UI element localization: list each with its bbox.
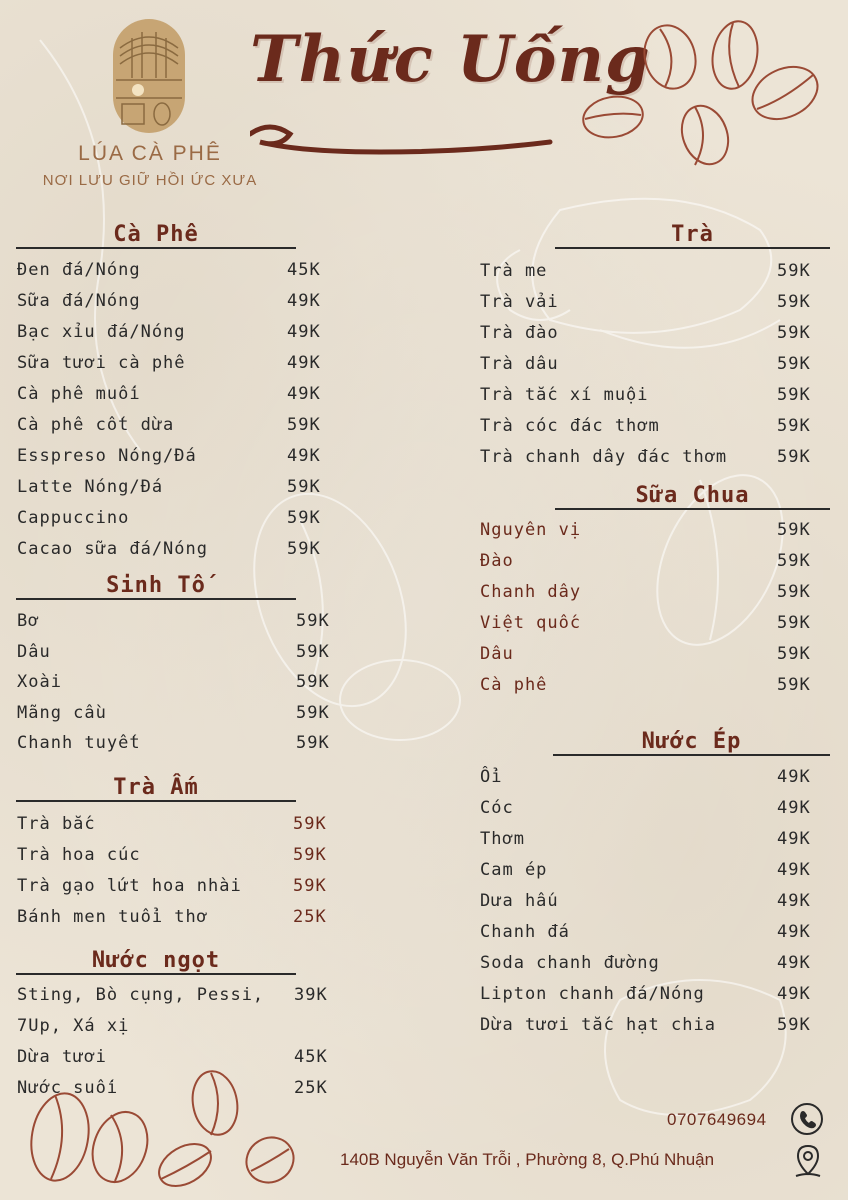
section-divider (555, 508, 830, 510)
menu-item-price: 59K (296, 672, 330, 692)
address: 140B Nguyễn Văn Trỗi , Phường 8, Q.Phú Nhuận (340, 1150, 715, 1169)
section-title-tra: Trà (671, 222, 714, 247)
menu-item-price: 49K (777, 767, 811, 787)
page-title: Thức Uống (250, 22, 651, 97)
menu-item-name: Ổi (480, 767, 503, 787)
menu-item-price: 59K (777, 520, 811, 540)
section-divider (555, 247, 830, 249)
menu-item-price: 59K (296, 611, 330, 631)
menu-item-price: 49K (287, 291, 321, 311)
menu-item-name: Bánh men tuổi thơ (17, 907, 208, 927)
section-divider (16, 800, 296, 802)
menu-item-price: 59K (777, 323, 811, 343)
menu-item-name: Cà phê cốt dừa (17, 415, 175, 435)
brand-tagline: NƠI LƯU GIỮ HỒI ỨC XƯA (42, 172, 258, 189)
menu-item-price: 49K (287, 353, 321, 373)
menu-item-name: Nước suối (17, 1078, 119, 1098)
menu-item-price: 59K (293, 845, 327, 865)
menu-item-name: Dưa hấu (480, 891, 559, 911)
menu-item-name: Lipton chanh đá/Nóng (480, 984, 705, 1004)
coffee-beans-icon (575, 15, 830, 170)
menu-item-price: 59K (296, 641, 330, 662)
menu-item-price: 59K (293, 876, 327, 896)
menu-item-price: 59K (777, 644, 811, 664)
menu-item-price: 45K (294, 1047, 328, 1067)
section-divider (16, 598, 296, 600)
menu-item-price: 59K (777, 675, 811, 695)
menu-item-price: 25K (294, 1078, 328, 1098)
menu-item-price: 59K (296, 733, 330, 753)
menu-item-price: 59K (777, 551, 811, 571)
menu-item-price: 59K (777, 613, 811, 633)
menu-item-name: Latte Nóng/Đá (17, 477, 164, 497)
menu-item-name: Trà vải (480, 292, 559, 312)
menu-item-name: Cóc (480, 798, 514, 818)
menu-item-price: 49K (777, 891, 811, 911)
menu-item-name: Cappuccino (17, 508, 130, 528)
menu-item-name: Trà gạo lứt hoa nhài (17, 876, 242, 896)
menu-item-price: 49K (287, 384, 321, 404)
menu-item-name: Dâu (17, 641, 51, 662)
menu-item-name: Cam ép (480, 860, 548, 880)
menu-item-price: 49K (777, 953, 811, 973)
menu-item-name: Dừa tươi (17, 1047, 107, 1067)
menu-item-name: Mãng cầu (17, 702, 107, 723)
menu-item-price: 49K (777, 829, 811, 849)
menu-item-name: Trà hoa cúc (17, 845, 141, 865)
menu-item-price: 39K (294, 985, 328, 1005)
menu-item-name: Trà tắc xí muội (480, 385, 649, 405)
title-swash-icon (250, 116, 580, 166)
menu-item-price: 25K (293, 907, 327, 927)
section-title-traam: Trà Ấm (113, 775, 199, 800)
menu-item-price: 45K (287, 260, 321, 280)
menu-item-name: Cà phê (480, 675, 548, 695)
menu-item-price: 59K (777, 416, 811, 436)
menu-item-name: Dừa tươi tắc hạt chia (480, 1015, 716, 1035)
menu-item-name: Việt quốc (480, 613, 582, 633)
section-divider (553, 754, 830, 756)
menu-item-price: 59K (777, 292, 811, 312)
menu-item-name: Trà cóc đác thơm (480, 416, 660, 436)
section-divider (16, 973, 296, 975)
menu-item-name: Esspreso Nóng/Đá (17, 446, 197, 466)
menu-item-name: Trà bắc (17, 814, 96, 834)
brand-name: LÚA CÀ PHÊ (78, 142, 222, 165)
menu-item-name: Chanh dây (480, 582, 582, 602)
menu-item-price: 49K (777, 798, 811, 818)
menu-item-price: 49K (777, 984, 811, 1004)
menu-item-price: 59K (293, 814, 327, 834)
menu-item-name: Sữa tươi cà phê (17, 353, 186, 373)
menu-item-price: 59K (287, 415, 321, 435)
phone-number[interactable]: 0707649694 (667, 1110, 767, 1129)
menu-item-name: Đào (480, 551, 514, 571)
map-pin-icon (794, 1144, 822, 1178)
menu-item-name: Soda chanh đường (480, 953, 660, 973)
menu-item-name: Bạc xỉu đá/Nóng (17, 322, 186, 342)
menu-item-price: 49K (287, 322, 321, 342)
menu-item-price: 59K (777, 447, 811, 467)
menu-item-price: 59K (777, 354, 811, 374)
section-title-suachua: Sữa Chua (635, 483, 750, 508)
menu-item-name: Trà chanh dây đác thơm (480, 447, 728, 467)
section-title-sinhto: Sinh Tố (106, 573, 206, 598)
menu-item-name: Chanh tuyết (17, 733, 141, 753)
menu-item-name: Trà đào (480, 323, 559, 343)
menu-item-name: Cà phê muối (17, 384, 141, 404)
menu-item-price: 59K (287, 539, 321, 559)
menu-item-name: Bơ (17, 611, 40, 631)
menu-item-price: 59K (296, 702, 330, 723)
menu-item-name: Xoài (17, 672, 62, 692)
menu-item-name: Nguyên vị (480, 520, 582, 540)
menu-item-price: 49K (777, 922, 811, 942)
menu-item-name: Cacao sữa đá/Nóng (17, 539, 208, 559)
menu-item-name: Chanh đá (480, 922, 570, 942)
menu-item-name: 7Up, Xá xị (17, 1016, 130, 1036)
menu-item-name: Trà me (480, 261, 548, 281)
menu-item-price: 59K (287, 477, 321, 497)
section-title-nuocngot: Nước ngọt (91, 948, 221, 973)
menu-item-name: Dâu (480, 644, 514, 664)
menu-item-price: 49K (287, 446, 321, 466)
menu-item-price: 49K (777, 860, 811, 880)
section-title-caphe: Cà Phê (113, 222, 199, 247)
section-divider (16, 247, 296, 249)
menu-item-price: 59K (777, 385, 811, 405)
menu-item-price: 59K (777, 261, 811, 281)
section-title-nuocep: Nước Ép (641, 729, 742, 754)
menu-item-price: 59K (777, 582, 811, 602)
menu-item-name: Sting, Bò cụng, Pessi, (17, 985, 265, 1005)
phone-icon[interactable] (790, 1102, 824, 1136)
menu-item-name: Đen đá/Nóng (17, 260, 141, 280)
menu-item-name: Trà dâu (480, 354, 559, 374)
menu-item-price: 59K (287, 508, 321, 528)
menu-item-name: Thơm (480, 829, 525, 849)
menu-item-name: Sữa đá/Nóng (17, 291, 141, 311)
brand-logo-icon (112, 18, 186, 134)
menu-item-price: 59K (777, 1015, 811, 1035)
